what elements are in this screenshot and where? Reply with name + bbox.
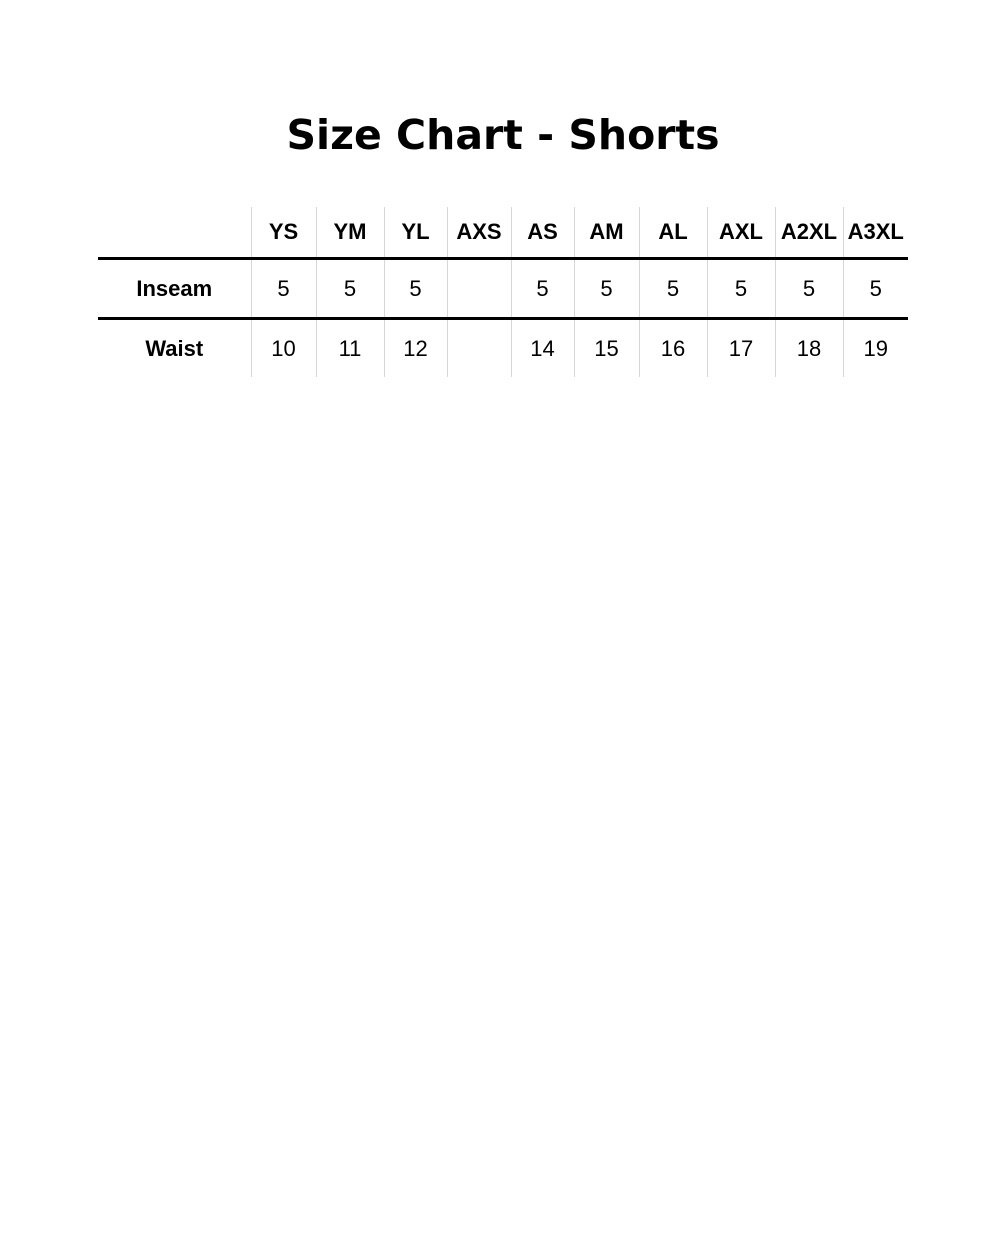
table-cell: 19 (843, 319, 908, 378)
corner-cell (98, 207, 251, 259)
table-cell: 5 (316, 259, 384, 319)
table-cell: 5 (639, 259, 707, 319)
table-cell: 5 (251, 259, 316, 319)
page-title: Size Chart - Shorts (286, 111, 720, 159)
table-cell: 5 (707, 259, 775, 319)
table-row-waist (98, 319, 908, 378)
table-cell: 16 (639, 319, 707, 378)
column-header-as: AS (511, 207, 574, 259)
table-cell (447, 259, 511, 319)
table-cell: 11 (316, 319, 384, 378)
table-cell: 12 (384, 319, 447, 378)
size-chart-table (98, 207, 908, 377)
column-header-a2xl: A2XL (775, 207, 843, 259)
column-header-axl: AXL (707, 207, 775, 259)
table-cell: 5 (384, 259, 447, 319)
table-cell: 17 (707, 319, 775, 378)
column-header-al: AL (639, 207, 707, 259)
column-header-ys: YS (251, 207, 316, 259)
column-header-a3xl: A3XL (843, 207, 908, 259)
column-header-am: AM (574, 207, 639, 259)
table-cell: 18 (775, 319, 843, 378)
column-header-yl: YL (384, 207, 447, 259)
row-label-waist: Waist (145, 335, 204, 361)
row-label-inseam: Inseam (98, 259, 251, 319)
table-cell: 5 (843, 259, 908, 319)
table-cell: 14 (511, 319, 574, 378)
column-header-axs: AXS (447, 207, 511, 259)
table-cell: 15 (574, 319, 639, 378)
table-cell: 10 (251, 319, 316, 378)
table-cell: 5 (511, 259, 574, 319)
header-row (98, 207, 908, 259)
column-header-ym: YM (316, 207, 384, 259)
table-cell (447, 319, 511, 378)
table-cell: 5 (574, 259, 639, 319)
table-cell: 5 (775, 259, 843, 319)
table-row-inseam (98, 259, 908, 319)
